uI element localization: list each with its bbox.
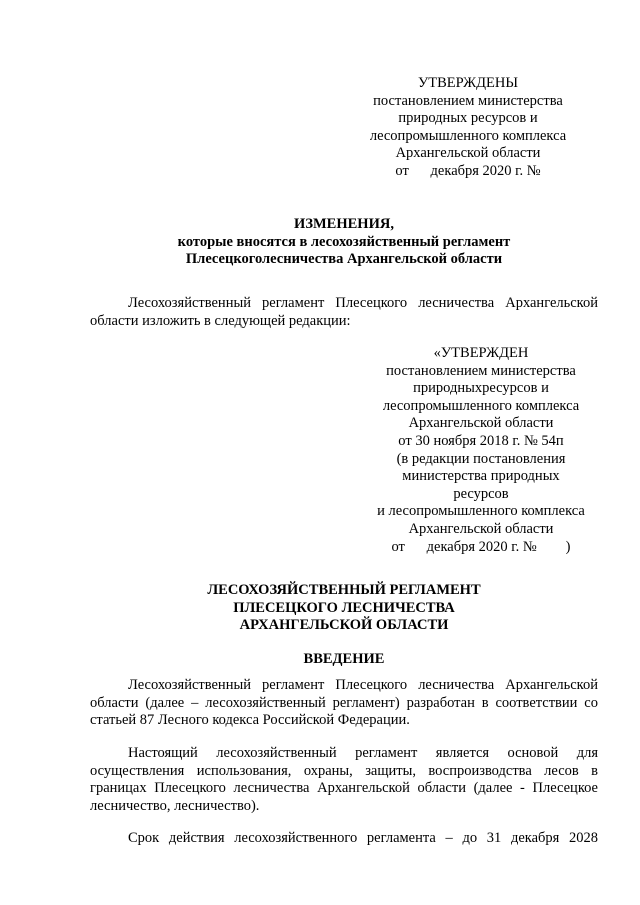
changes-subtitle-line: которые вносятся в лесохозяйственный регламент — [177, 233, 511, 250]
quoted-approval-stamp — [365, 345, 597, 556]
changes-title: ИЗМЕНЕНИЯ, — [294, 216, 394, 232]
approval-line: Архангельской области — [395, 145, 541, 162]
regulation-title-line: АРХАНГЕЛЬСКОЙ ОБЛАСТИ — [239, 617, 449, 634]
regulation-title-line: ПЛЕСЕЦКОГО ЛЕСНИЧЕСТВА — [233, 599, 455, 616]
quoted-approval-line: «УТВЕРЖДЕН — [433, 345, 529, 361]
approval-line: лесопромышленного комплекса — [369, 127, 567, 144]
regulation-title-line: ЛЕСОХОЗЯЙСТВЕННЫЙ РЕГЛАМЕНТ — [207, 582, 481, 598]
approval-line: от декабря 2020 г. № — [395, 162, 541, 179]
quoted-approval-line: ресурсов — [453, 485, 509, 502]
quoted-approval-line: лесопромышленного комплекса — [382, 397, 580, 414]
quoted-approval-line: от 30 ноября 2018 г. № 54п — [398, 432, 564, 449]
introduction-paragraph: Срок действия лесохозяйственного регламента – до 31 декабря 2028 — [128, 830, 598, 846]
introduction-paragraph: Настоящий лесохозяйственный регламент является основой для осуществления использования, охраны, защиты, воспроизводства лесов в границах Плесецкого лесничества Архангельской области (далее - Плесецкое лесничество, лесничество). — [90, 745, 598, 814]
intro-paragraph: Лесохозяйственный регламент Плесецкого лесничества Архангельской области изложить в следующей редакции: — [90, 295, 598, 329]
quoted-approval-line: Архангельской области — [408, 415, 554, 432]
quoted-approval-line: Архангельской области — [408, 520, 554, 537]
approval-line: УТВЕРЖДЕНЫ — [417, 75, 519, 91]
changes-subtitle-line: Плесецкоголесничества Архангельской области — [185, 251, 503, 268]
changes-heading — [90, 216, 598, 269]
quoted-approval-line: от декабря 2020 г. № ) — [391, 538, 571, 555]
approval-line: природных ресурсов и — [398, 110, 538, 127]
quoted-approval-line: постановлением министерства — [386, 362, 576, 379]
quoted-approval-line: природныхресурсов и — [413, 380, 549, 397]
approval-stamp — [352, 75, 584, 181]
regulation-title — [90, 582, 598, 635]
quoted-approval-line: (в редакции постановления — [396, 450, 566, 467]
approval-line: постановлением министерства — [373, 92, 563, 109]
introduction-heading: ВВЕДЕНИЕ — [303, 651, 385, 667]
quoted-approval-line: и лесопромышленного комплекса — [377, 503, 585, 520]
introduction-paragraph: Лесохозяйственный регламент Плесецкого лесничества Архангельской области (далее – лесохозяйственный регламент) разработан в соответствии со статьей 87 Лесного кодекса Российской Федерации. — [90, 677, 598, 729]
quoted-approval-line: министерства природных — [402, 468, 560, 485]
